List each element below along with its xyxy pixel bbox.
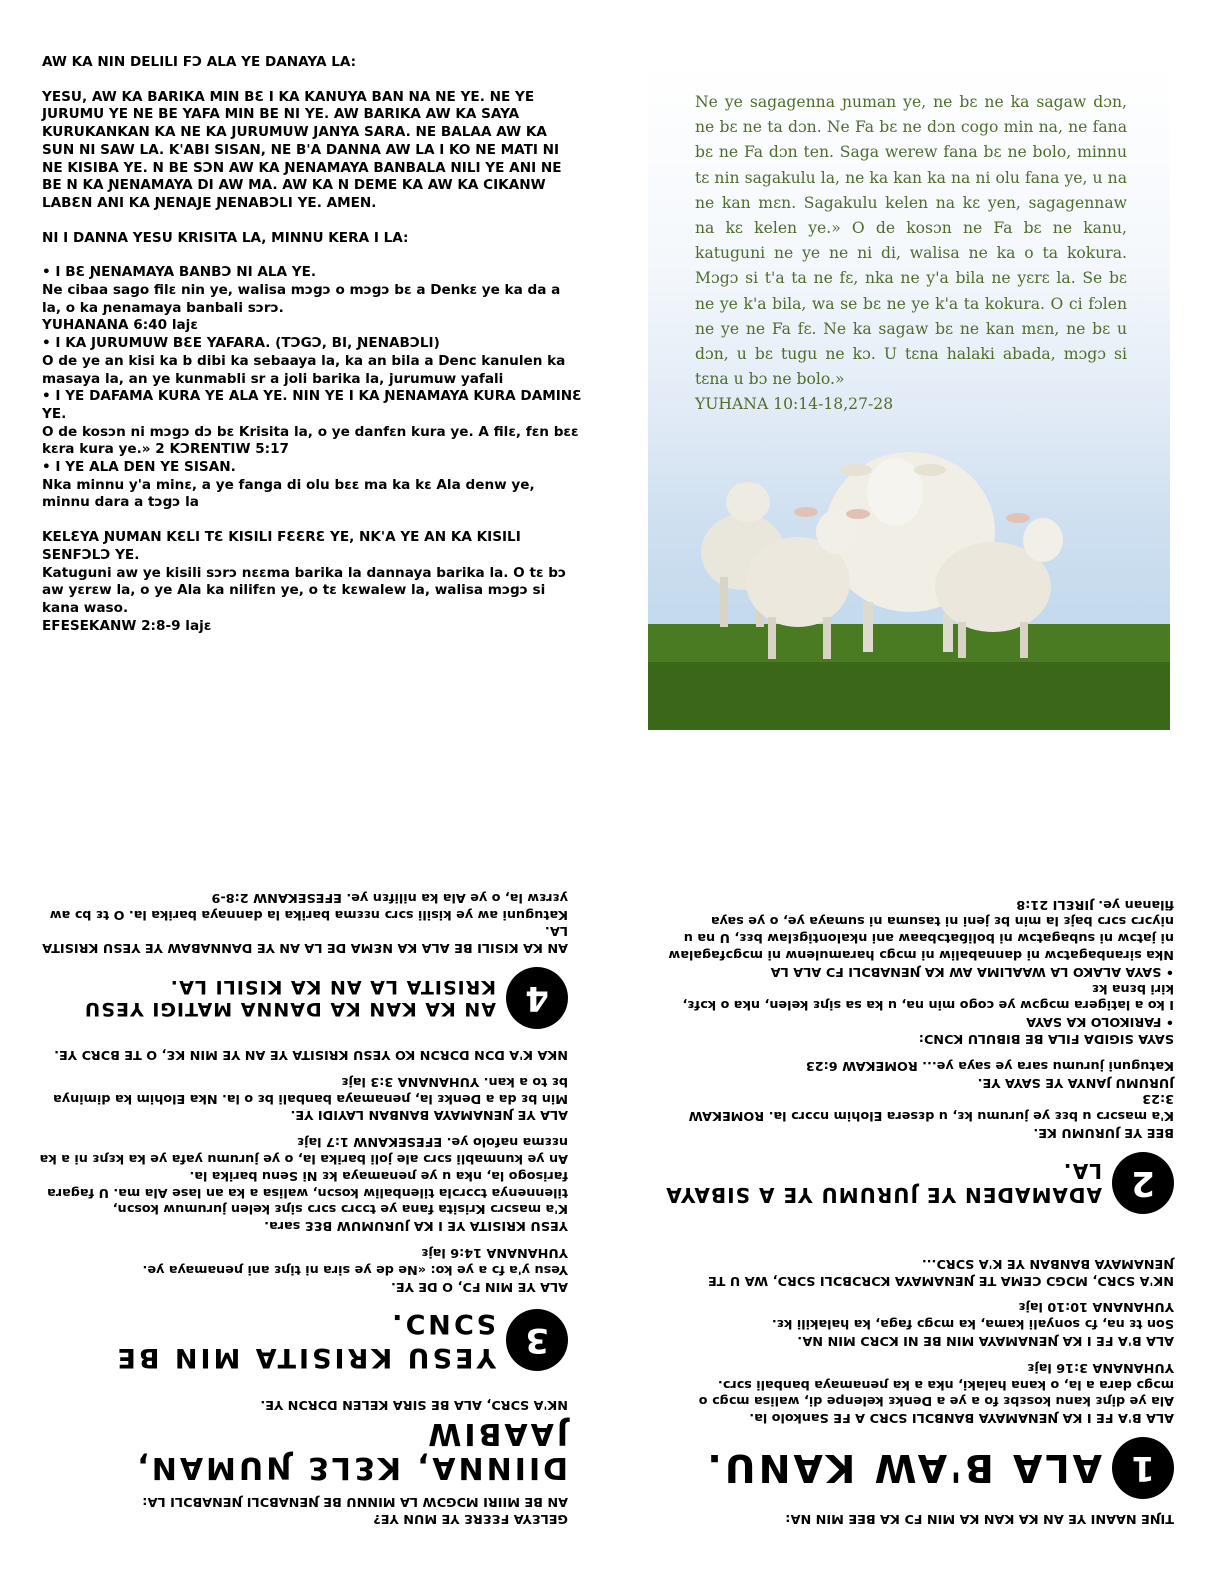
- bullet-text: Nka siranbagatɔw ni dannabaliw ni mɔgɔ haramulenw ni mɔgɔfagalaw ni jatɔw ni subagatɔw ni boliɓatɔbaaw ani nkalontigɛlaw bɛɛ, U na u niyɔrɔ sɔrɔ bajɛ la min bɛ jeni ni tasuma ni sumaya ye, o ye saya filanan ye. JIRƐLI 21:8: [668, 896, 1174, 963]
- item-text: NKA K'A DƆN DƆRƆN KO YESU KRISITA YE AN YE MIN KƐ, O TE BƆRƆ YE.: [54, 1047, 568, 1063]
- item-text: Ala ye diɲɛ kanu kosɛbɛ fo a ye a Denkɛ kelenpe di, walisa mɔgɔ o mɔgɔ dara a la, o kana halaki, nka a ka ɲenamaya banbali sɔrɔ. YUHANANA 3:16 lajɛ: [698, 1359, 1174, 1409]
- item-text: K'a masɔrɔ Krisita fana ye tɔɔrɔ sɔrɔ siɲɛ kelen jurumuw kosɔn, tilennenya tɔɔrɔla tilenbaliw kosɔn, walisa a ka an lase Ala ma. U fagara farisogo la, nka u ye ɲenamaya kɛ Ni Senu barika la.: [47, 1167, 568, 1217]
- item-title: ALA YE MIN FƆ, O DE YE.: [390, 1278, 568, 1294]
- section-heading: AW KA NIN DELILI FƆ ALA YE DANAYA LA:: [42, 54, 357, 70]
- number-badge: 2: [1112, 1152, 1174, 1214]
- section-2-heading: [660, 1152, 1174, 1214]
- item-title: AN KA KISILI BE ALA KA NƐMA DE LA AN YE DANNABAW YE YESU KRISITA LA.: [42, 923, 568, 956]
- sheep-photo: [648, 62, 1170, 730]
- item-title: JURUMU JANYA YE SAYA YE.: [977, 1074, 1174, 1090]
- section-title: AN KA KAN KA DANNA MATIGI YESU KRISITA LA AN KA KISILI LA.: [83, 976, 496, 1021]
- intro-small: NK'A SƆRƆ, ALA BE SIRA KELEN DƆRƆN YE.: [260, 1397, 568, 1413]
- closing-ref: EFESEKANW 2:8-9 lajɛ: [42, 617, 212, 634]
- bottom-right-panel: [660, 836, 1174, 1526]
- item-text: Yesu y'a fɔ a ye ko: «Ne de ye sira ni tiɲɛ ani ɲenamaya ye.: [142, 1261, 568, 1277]
- list-item-text: O de kosɔn ni mɔgɔ dɔ bɛ Krisita la, o ye danfɛn kura ye. A filɛ, fɛn bɛɛ kɛra kura ye.» 2 KƆRENTIW 5:17: [42, 423, 579, 458]
- item-text: Min bɛ da a Denkɛ la, ɲenamaya banbali bɛ o la. Nka Elohim ka diminya bɛ to a kan. YUHANANA 3:3 lajɛ: [53, 1073, 568, 1106]
- item-ref: YUHANANA 10:10 lajɛ: [1018, 1299, 1174, 1315]
- item-text: K'a masɔrɔ u bɛɛ ye jurumu kɛ, u dɛsera Elohim nɔɔrɔ la. ROMEKAW 3:23: [688, 1091, 1174, 1124]
- item-text: Katuguni jurumu sara ye saya ye... ROMEKAW 6:23: [805, 1057, 1174, 1073]
- item-text: Son tɛ na, fɔ sonyali kama, ka mɔgɔ faga, ka halakili kɛ.: [771, 1316, 1174, 1332]
- verse-text: Ne ye sagagenna ɲuman ye, ne bɛ ne ka sagaw dɔn, ne bɛ ne ta dɔn. Ne Fa bɛ ne dɔn cogo min na, ne fana bɛ ne Fa dɔn ten. Saga werew fana bɛ ne bolo, minnu tɛ nin sagakulu la, ne ka kan ka na ni olu fana ye, u na ne kan mɛn. Sagakulu kelen na kɛ yen, sagagennaw na kɛ kelen ye.» O de kosɔn ne Fa bɛ ne kanu, katuguni ne ye ne ni di, walisa ne ka o ta kokura. Mɔgɔ si t'a ta ne fɛ, nka ne y'a bila ne yɛrɛ la. Se bɛ ne ye k'a bila, wa se bɛ ne ye k'a ta kokura. O ci fɔlen ne ye ne Fa fɛ. Ne ka sagaw bɛ ne kan mɛn, ne bɛ u dɔn, u bɛ tugu ne kɔ. U tɛna halaki abada, mɔgɔ si tɛna u bɔ ne bolo.»: [695, 93, 1127, 389]
- item-title: SAYA SIGIDA FILA BE BIBULU KƆNƆ:: [918, 1031, 1174, 1047]
- item-title: ALA YE ƝENAMAYA BANBAN LAYIDI YE.: [290, 1107, 568, 1123]
- sheep-illustration: [648, 62, 1170, 730]
- closing-heading: KELƐYA ƝUMAN KƐLI TƐ KISILI FƐƐRƐ YE, NK'A YE AN KA KISILI SENFƆLƆ YE.: [42, 529, 521, 563]
- section-4-heading: [36, 967, 568, 1029]
- list-item-text: O de ye an kisi ka b dibi ka sebaaya la, ka an bila a Denc kanulen ka masaya la, an ye kunmabli sr a joli barika la, jurumuw yafali: [42, 352, 566, 387]
- intro-text: TIƝE NAANI YE AN KA KAN KA MIN FƆ KA BEE MIN NA:: [785, 1511, 1174, 1526]
- section-subheading: NI I DANNA YESU KRISITA LA, MINNU KERA I LA:: [42, 229, 409, 246]
- section-3-heading: [36, 1306, 568, 1374]
- intro-text: AN BE MIIRI MƆGƆW LA MINNU BE ƝENABƆLI ƝENABƆLI LA:: [142, 1494, 568, 1510]
- item-title: ALA B'A FE I KA ƝENAMAYA BANBƆLI SƆRƆ A FE Sankolo la.: [749, 1410, 1174, 1426]
- bullet-text: I ko a latigera mɔgɔw ye cogo min na, u ka sa siɲɛ kelen, nka o kɔfɛ, kiri bɛna kɛ: [682, 980, 1174, 1013]
- intro-question: GELƐYA FƐƐRƐ YE MUN YE?: [373, 1511, 568, 1526]
- list-item-text: Ne cibaa sago filɛ nin ye, walisa mɔgɔ o mɔgɔ bɛ a Denkɛ ye ka da a la, o ka ɲenamaya banbali sɔrɔ.: [42, 282, 561, 316]
- item-text: NK'A SƆRƆ, MƆGƆ CEMA TE ƝENAMAYA KƆRƆBƆLI SƆRƆ, WA U TE ƝENAMAYA BANBAN YE K'A SƆRƆ...: [707, 1255, 1174, 1288]
- list-item-title: • I YE DAFAMA KURA YE ALA YE. NIN YE I KA ƝENAMAYA KURA DAMINƐ YE.: [42, 388, 582, 422]
- list-item-ref: YUHANANA 6:40 lajɛ: [42, 317, 198, 334]
- bottom-left-panel: [36, 836, 568, 1526]
- number-badge: 3: [506, 1309, 568, 1371]
- item-title: ALA B'A FE I KA ƝENAMAYA MIN BE NI KƆRƆ MIN NA.: [797, 1333, 1174, 1349]
- section-title: ADAMADEN YE JURUMU YE A SIBAYA LA.: [665, 1159, 1102, 1208]
- section-title: YESU KRISITA MIN BE SƆNƆ.: [114, 1307, 496, 1373]
- number-badge: 1: [1112, 1437, 1174, 1499]
- intro-big-heading: DIINNA, KƐLƐ ƝUMAN, JAABIW: [134, 1416, 568, 1486]
- item-title: YESU KRISITA YE I KA JURUMUW BƐƐ sara.: [264, 1218, 568, 1234]
- list-item-title: • I BƐ ƝENAMAYA BANBƆ NI ALA YE.: [42, 264, 317, 281]
- verse-ref: YUHANA 10:14-18,27-28: [695, 395, 894, 414]
- bullet-title: • FARIKOLO KA SAYA: [1026, 1014, 1174, 1030]
- section-1-heading: [660, 1437, 1174, 1499]
- closing-text: Katuguni aw ye kisili sɔrɔ nɛɛma barika la dannaya barika la. O tɛ bɔ aw yɛrɛw la, o ye Ala ka nilifɛn ye, o tɛ kɛwalew la, walisa mɔgɔ si kana waso.: [42, 564, 567, 616]
- item-title: BEE YE JURUMU KE.: [1033, 1125, 1174, 1141]
- item-text: Katuguni aw ye kisili sɔrɔ nɛɛma barika la dannaya barika la. O tɛ bɔ aw yɛrɛw la, o ye Ala ka nilifɛn ye. EFESEKANW 2:8-9: [49, 889, 568, 922]
- section-title: ALA B'AW KANU.: [704, 1446, 1102, 1491]
- number-badge: 4: [506, 967, 568, 1029]
- list-item-text: Nka minnu y'a minɛ, a ye fanga di olu bɛɛ ma ka kɛ Ala denw ye, minnu dara a tɔgɔ la: [42, 476, 535, 511]
- item-ref: YUHANANA 14:6 lajɛ: [421, 1245, 568, 1261]
- bullet-title: • SAYA ALAKO LA WAALIMA AW KA ƝENABƆLI FƆ ALA LA: [770, 963, 1174, 979]
- prayer-text: YESU, AW KA BARIKA MIN BƐ I KA KANUYA BAN NA NE YE. NE YE JURUMU YE NE BE YAFA MIN BE NI YE. AW BARIKA AW KA SAYA KURUKANKAN KA NE KA JURUMUW JANYA SARA. NE BALAA AW KA SUN NI SAW LA. K'ABI SISAN, NE B'A DANNA AW LA I KO NE MATI NI NE KISIBA YE. N BE SƆN AW KA ƝENAMAYA BANBALA NILI YE ANI NE BE N KA ƝENAMAYA DI AW MA. AW KA N DEME KA AW KA CIKANW LABƐN ANI KA ƝENAJE ƝENABƆLI YE. AMEN.: [42, 88, 562, 211]
- list-item-title: • I KA JURUMUW BƐE YAFARA. (TƆGƆ, BI, ƝENABƆLI): [42, 335, 440, 352]
- top-left-text-panel: [42, 54, 582, 635]
- list-item-title: • I YE ALA DEN YE SISAN.: [42, 459, 236, 476]
- item-text: An ye kunmabli sɔrɔ ale joli barika la, o ye jurumu yafa ye ka kɛɲɛ ni a ka nɛɛma nafolo ye. EFESEKANW 1:7 lajɛ: [39, 1134, 568, 1167]
